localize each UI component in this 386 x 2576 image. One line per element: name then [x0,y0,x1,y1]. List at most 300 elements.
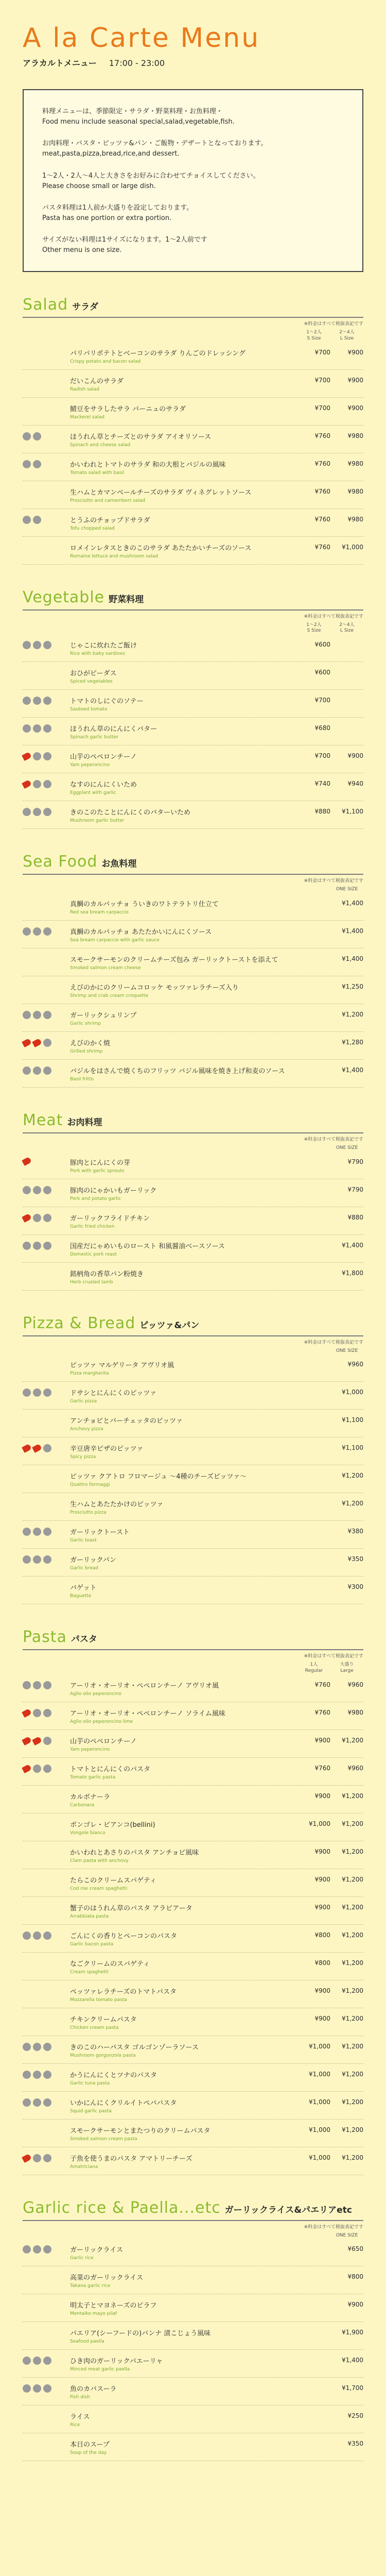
item-price: ¥790 [347,1185,363,1193]
info-text-ja: サイズがない料理は1サイズになります。1〜2人前です [42,236,207,244]
item-price-large: ¥1,200 [342,2154,363,2161]
item-name-ja: アンチョビとバーチェッタのピッツァ [70,1417,183,1426]
garlic-icon [23,516,31,524]
item-name-ja: ピッツァ マルゲリータ アヴリオ風 [70,1362,174,1370]
menu-item [23,1674,363,1702]
section-title-en: Salad [23,296,68,314]
chili-pepper-icon [22,752,32,761]
section-heading [23,1628,363,1646]
item-icons [23,403,70,404]
item-price: ¥800 [314,1931,330,1939]
item-icons [23,779,70,788]
item-names [70,2014,297,2030]
item-price-large: ¥980 [347,487,363,495]
item-icons [23,668,70,669]
item-icons [23,2272,70,2273]
item-name-en: Garlic shrimp [70,1021,101,1026]
item-name-ja: チキンクリームパスタ [70,2015,137,2024]
menu-item [23,1382,363,1410]
item-price-large: ¥1,200 [342,2014,363,2022]
menu-item [23,2147,363,2175]
item-names [70,2439,330,2455]
item-price-large: ¥900 [347,376,363,384]
item-price: ¥760 [314,1681,330,1688]
price-column-headers [23,887,363,893]
menu-item [23,893,363,921]
item-price: ¥650 [347,2245,363,2253]
garlic-icon [33,1681,41,1689]
item-price-large: ¥980 [347,515,363,523]
garlic-icon [23,927,31,936]
info-text-ja: 料理メニューは、季節限定・サラダ・野菜料理・お魚料理・ [42,108,223,115]
menu-item [23,1151,363,1179]
item-name-ja: ガーリックパン [70,1556,116,1565]
item-icons [23,2125,70,2126]
garlic-icon [33,2245,41,2253]
garlic-icon [33,1709,41,1717]
item-icons [23,1847,70,1848]
item-name-en: Mushroom gorgonzola pasta [70,2053,136,2058]
section-title-ja: パスタ [71,1634,97,1645]
item-price-large: ¥940 [347,780,363,788]
menu-item [23,2433,363,2461]
item-price: ¥760 [314,432,330,439]
item-names [70,1554,330,1571]
item-price: ¥350 [347,2440,363,2448]
item-name-ja: 山芋のペペロンチーノ [70,753,137,761]
item-name-ja: ひき肉のガーリックパエーリャ [70,2358,163,2366]
info-text-en: Please choose small or large dish. [42,182,156,190]
menu-item [23,976,363,1004]
section-title-ja: ピッツァ&パン [139,1320,200,1331]
item-names [70,2272,330,2289]
item-price: ¥1,400 [342,1066,363,1074]
garlic-icon [33,808,41,816]
menu-item [23,426,363,453]
item-name-en: Yam peperoncino [70,1747,110,1752]
item-names [70,543,297,559]
item-name-en: Carbonara [70,1802,95,1808]
item-price: ¥760 [314,515,330,523]
section-divider [23,609,363,611]
item-name-ja: 子魚を使うまのパスタ アマトリーチーズ [70,2155,192,2163]
garlic-icon [43,2384,51,2393]
item-name-ja: スモークサーモンとまたつりのクリームパスタ [70,2127,210,2135]
item-names [70,1268,330,1285]
garlic-icon [33,1214,41,1222]
garlic-icon [33,724,41,733]
item-names [70,751,297,768]
garlic-icon [43,2245,51,2253]
item-price: ¥760 [314,543,330,551]
menu-item [23,745,363,773]
item-name-en: Seafood paella [70,2339,104,2345]
item-name-ja: ごんにくの香りとペーコンのパスタ [70,1932,178,1940]
item-icons [23,640,70,649]
garlic-icon [43,1555,51,1564]
item-icons [23,2411,70,2412]
item-price: ¥760 [314,460,330,467]
menu-item [23,921,363,948]
item-icons [23,2042,70,2051]
garlic-icon [23,1186,31,1194]
chili-pepper-icon [22,1708,32,1718]
item-price: ¥790 [347,1158,363,1165]
item-name-en: Prosciutto pizza [70,1510,107,1516]
garlic-icon [33,2071,41,2079]
item-name-en: Spiced vegetables [70,679,113,685]
item-price: ¥760 [314,487,330,495]
item-price-large: ¥1,200 [342,1875,363,1883]
item-names [70,1157,330,1174]
item-price-large: ¥1,200 [342,2042,363,2050]
item-names [70,2153,297,2170]
item-price: ¥1,200 [342,1472,363,1480]
garlic-icon [23,697,31,705]
item-price: ¥1,000 [309,2154,330,2161]
item-name-en: Tomato garlic pasta [70,1774,116,1780]
item-name-ja: おひがピーダス [70,670,117,678]
item-price: ¥1,000 [342,1388,363,1396]
item-names [70,1708,297,1724]
item-price: ¥700 [314,752,330,760]
garlic-icon [43,2357,51,2365]
item-name-ja: とうふのチョップドサラダ [70,516,150,524]
item-names [70,899,330,915]
section-title-ja: お魚料理 [101,859,137,870]
item-icons [23,1471,70,1472]
info-text-en: Other menu is one size. [42,246,122,255]
info-paragraph [42,107,344,127]
tax-note: ※料金はすべて税抜表記です [304,1137,363,1142]
garlic-icon [33,460,41,468]
item-name-en: Mozzarella tomato pasta [70,1997,127,2003]
item-price-large: ¥1,200 [342,1931,363,1939]
menu-item [23,1925,363,1953]
item-name-ja: カルボナーラ [70,1793,111,1801]
bottom-spacer [0,2461,386,2482]
garlic-icon [33,2384,41,2393]
menu-item [23,1758,363,1786]
menu-item [23,2239,363,2266]
item-names [70,2070,297,2086]
item-names [70,1471,330,1487]
item-name-en: Romaine lettuce and mushroom salad [70,553,159,559]
garlic-icon [23,1528,31,1536]
item-name-ja: ほうれん草とチーズとのサラダ アイオリソース [70,433,212,441]
item-icons [23,1038,70,1047]
item-icons [23,2439,70,2440]
item-name-en: Arrabbiata pasta [70,1913,109,1919]
item-icons [23,2097,70,2107]
item-price-large: ¥960 [347,1764,363,1772]
garlic-icon [23,2245,31,2253]
garlic-icon [43,1737,51,1745]
item-names [70,2355,330,2372]
item-icons [23,899,70,900]
section-heading [23,2199,363,2217]
item-names [70,348,297,364]
section-title-ja: お肉料理 [67,1117,102,1128]
menu-item [23,1869,363,1897]
garlic-icon [43,2071,51,2079]
item-price-large: ¥1,000 [342,543,363,551]
item-price: ¥1,000 [309,2042,330,2050]
item-name-ja: かうにんにくとツナのパスタ [70,2071,157,2079]
item-price-large [330,640,363,648]
item-names [70,403,297,420]
item-icons [23,1443,70,1452]
item-icons [23,1903,70,1904]
price-column-headers [23,2233,363,2239]
garlic-icon [33,2154,41,2162]
item-icons [23,1065,70,1075]
item-price: ¥1,250 [342,982,363,990]
chili-pepper-icon [22,779,32,789]
menu-item [23,662,363,690]
item-names [70,1930,297,1947]
price-column-header: 1人 Regular [305,1662,323,1673]
item-names [70,1764,297,1780]
garlic-icon [33,927,41,936]
item-names [70,459,297,476]
item-name-ja: だいこんのサラダ [70,377,124,385]
item-name-en: Basil fritto [70,1076,94,1082]
item-name-ja: ほうれん草のにんにくバター [70,725,157,734]
garlic-icon [43,1444,51,1452]
section-title-en: Vegetable [23,588,105,606]
garlic-icon [23,2357,31,2365]
menu-item [23,634,363,662]
item-price-large: ¥1,200 [342,1959,363,1967]
garlic-icon [33,1555,41,1564]
section-title-ja: 野菜料理 [109,594,144,605]
info-text-en: Pasta has one portion or extra portion. [42,214,172,222]
item-name-ja: 真鯛のカルパッチョ あたたかいにんにくソース [70,928,212,936]
item-name-ja: トマトとにんにくのパスタ [70,1765,151,1773]
info-paragraph [42,203,344,224]
item-price-large: ¥1,200 [342,1820,363,1827]
item-name-ja: アーリオ・オーリオ・ペペロンチーノ アヴリオ風 [70,1682,219,1690]
price-column-header: ONE SIZE [336,2232,358,2238]
item-names [70,982,330,998]
page-title: A la Carte Menu [23,23,260,54]
menu-item [23,2294,363,2322]
garlic-icon [43,927,51,936]
item-icons [23,1736,70,1745]
garlic-icon [43,1039,51,1047]
price-column-header: ONE SIZE [336,1145,358,1150]
item-price: ¥1,000 [309,1820,330,1827]
menu-item [23,948,363,976]
menu-item [23,718,363,745]
menu-item [23,1980,363,2008]
item-name-ja: 生ハムとあたたかけのピッツァ [70,1501,164,1509]
garlic-icon [23,808,31,816]
item-name-ja: 豚肉のにゃかいもガーリック [70,1187,157,1195]
item-price: ¥700 [314,404,330,412]
item-price-large: ¥900 [347,348,363,356]
item-names [70,1387,330,1404]
info-text-ja: お肉料理・パスタ・ピッツァ&パン・ご飯物・デザートとなっております。 [42,140,268,148]
item-price: ¥700 [314,697,330,704]
garlic-icon [23,1555,31,1564]
item-names [70,1791,297,1808]
item-name-en: Garlic toast [70,1538,97,1544]
item-names [70,2383,330,2400]
item-name-en: Red sea bream carpaccio [70,909,129,915]
item-name-ja: 真鯛のカルパッチョ ういきのワトテラトリ仕立て [70,900,219,908]
garlic-icon [43,1709,51,1717]
item-name-ja: えびのかく焼 [70,1039,111,1047]
item-names [70,1185,330,1201]
garlic-icon [33,1011,41,1019]
price-column-header: ONE SIZE [336,887,358,892]
garlic-icon [33,516,41,524]
menu-section [23,1628,363,2175]
item-name-ja: たらこのクリームスパゲティ [70,1876,156,1885]
menu-item [23,2322,363,2350]
item-names [70,2042,297,2058]
menu-item [23,2064,363,2092]
tax-note: ※料金はすべて税抜表記です [304,2224,363,2230]
item-name-ja: 銘柄角の香草パン粉焼き [70,1270,144,1278]
item-icons [23,1582,70,1583]
item-name-en: Yam peperoncino [70,762,110,768]
item-names [70,954,330,971]
menu-item [23,1235,363,1263]
price-column-headers [23,1662,363,1674]
price-column-headers [23,1348,363,1354]
item-names [70,2097,297,2114]
item-icons [23,1764,70,1773]
item-name-en: Soup of the day [70,2450,107,2456]
item-icons [23,2244,70,2253]
item-icons [23,431,70,440]
menu-item [23,2092,363,2120]
item-price: ¥680 [314,724,330,732]
item-price-large: ¥1,200 [342,1903,363,1911]
garlic-icon [33,1931,41,1940]
item-icons [23,2300,70,2301]
tax-note: ※料金はすべて税抜表記です [304,878,363,884]
item-price-large: ¥1,200 [342,2070,363,2078]
item-name-en: Tofu chopped salad [70,526,115,531]
section-title-en: Sea Food [23,853,98,871]
chili-pepper-icon [22,1038,32,1047]
item-icons [23,1986,70,1987]
item-names [70,376,297,392]
item-name-ja: 辛豆唐辛ピザのピッツァ [70,1445,144,1453]
menu-item [23,1410,363,1437]
menu-item [23,1263,363,1291]
item-price-large: ¥900 [347,404,363,412]
item-icons [23,1875,70,1876]
item-price-large: ¥1,200 [342,1792,363,1800]
garlic-icon [33,697,41,705]
item-name-en: Rice with baby sardines [70,651,126,657]
price-column-headers [23,622,363,634]
item-name-ja: パリパリポテトとベーコンのサラダ りんごのドレッシング [70,349,245,358]
item-price: ¥900 [314,1792,330,1800]
menu-item [23,2378,363,2405]
item-name-ja: バジルをはさんで焼くちのフリッツ バジル風味を焼き上げ和麦のソース [70,1067,285,1075]
item-names [70,1903,297,1919]
menu-item [23,398,363,426]
section-divider [23,2220,363,2221]
item-name-en: Aglio olio peperoncino lime [70,1719,133,1724]
price-column-header: 1〜2人 S Size [306,330,322,342]
item-name-en: Pork and potato garlic [70,1196,121,1201]
item-price: ¥900 [314,1875,330,1883]
hero [0,0,386,69]
item-names [70,1958,297,1975]
item-price-large: ¥1,200 [342,1848,363,1855]
info-box [23,89,363,272]
item-name-en: Aglio olio peperoncino [70,1691,121,1697]
chili-pepper-icon [22,1156,32,1165]
info-paragraph [42,171,344,192]
garlic-icon [23,1931,31,1940]
item-name-ja: ペッツァレラチーズのトマトパスタ [70,1988,177,1996]
menu-item [23,1354,363,1382]
info-paragraph [42,139,344,159]
item-name-en: Spinach garlic butter [70,735,119,740]
item-names [70,431,297,448]
item-name-ja: 生ハムとカマンベールチーズのサラダ ヴィネグレットソース [70,488,252,497]
item-price: ¥1,400 [342,927,363,935]
item-name-en: Shrimp and crab cream croquette [70,993,149,998]
menu-item [23,1702,363,1730]
menu-sections [0,296,386,2461]
garlic-icon [43,1242,51,1250]
item-price-large: ¥1,200 [342,1736,363,1744]
garlic-icon [43,1388,51,1397]
item-price: ¥1,400 [342,899,363,907]
item-price: ¥1,400 [342,1241,363,1249]
section-heading [23,1111,363,1129]
menu-item [23,1207,363,1235]
menu-item [23,1493,363,1521]
item-price: ¥1,900 [342,2329,363,2336]
item-name-ja: 山芋のペペロンチーノ [70,1737,137,1745]
item-name-ja: きのこのたことにんにくのバターいため [70,809,191,817]
item-name-en: Chicken cream pasta [70,2025,119,2030]
item-price: ¥900 [314,1987,330,1994]
item-name-ja: スモークサーモンのクリームチーズ包み ガーリックトーストを添えて [70,956,278,964]
garlic-icon [33,2043,41,2051]
garlic-icon [43,2154,51,2162]
item-icons [23,2328,70,2329]
item-names [70,1736,297,1752]
garlic-icon [33,1765,41,1773]
menu-section [23,1111,363,1291]
item-names [70,1360,330,1376]
section-title-ja: ガーリックライス&パエリアetc [224,2205,352,2215]
item-icons [23,926,70,936]
menu-item [23,1004,363,1032]
item-name-en: Garlic bacon pasta [70,1941,114,1947]
item-price: ¥1,200 [342,1500,363,1507]
section-heading [23,588,363,606]
item-price-large: ¥1,200 [342,2126,363,2133]
item-icons [23,954,70,955]
page-subtitle [23,57,363,69]
item-price-large: ¥1,200 [342,1987,363,1994]
price-column-header: ONE SIZE [336,1348,358,1353]
item-name-ja: 豚肉とにんにくの芽 [70,1159,131,1167]
garlic-icon [23,432,31,440]
